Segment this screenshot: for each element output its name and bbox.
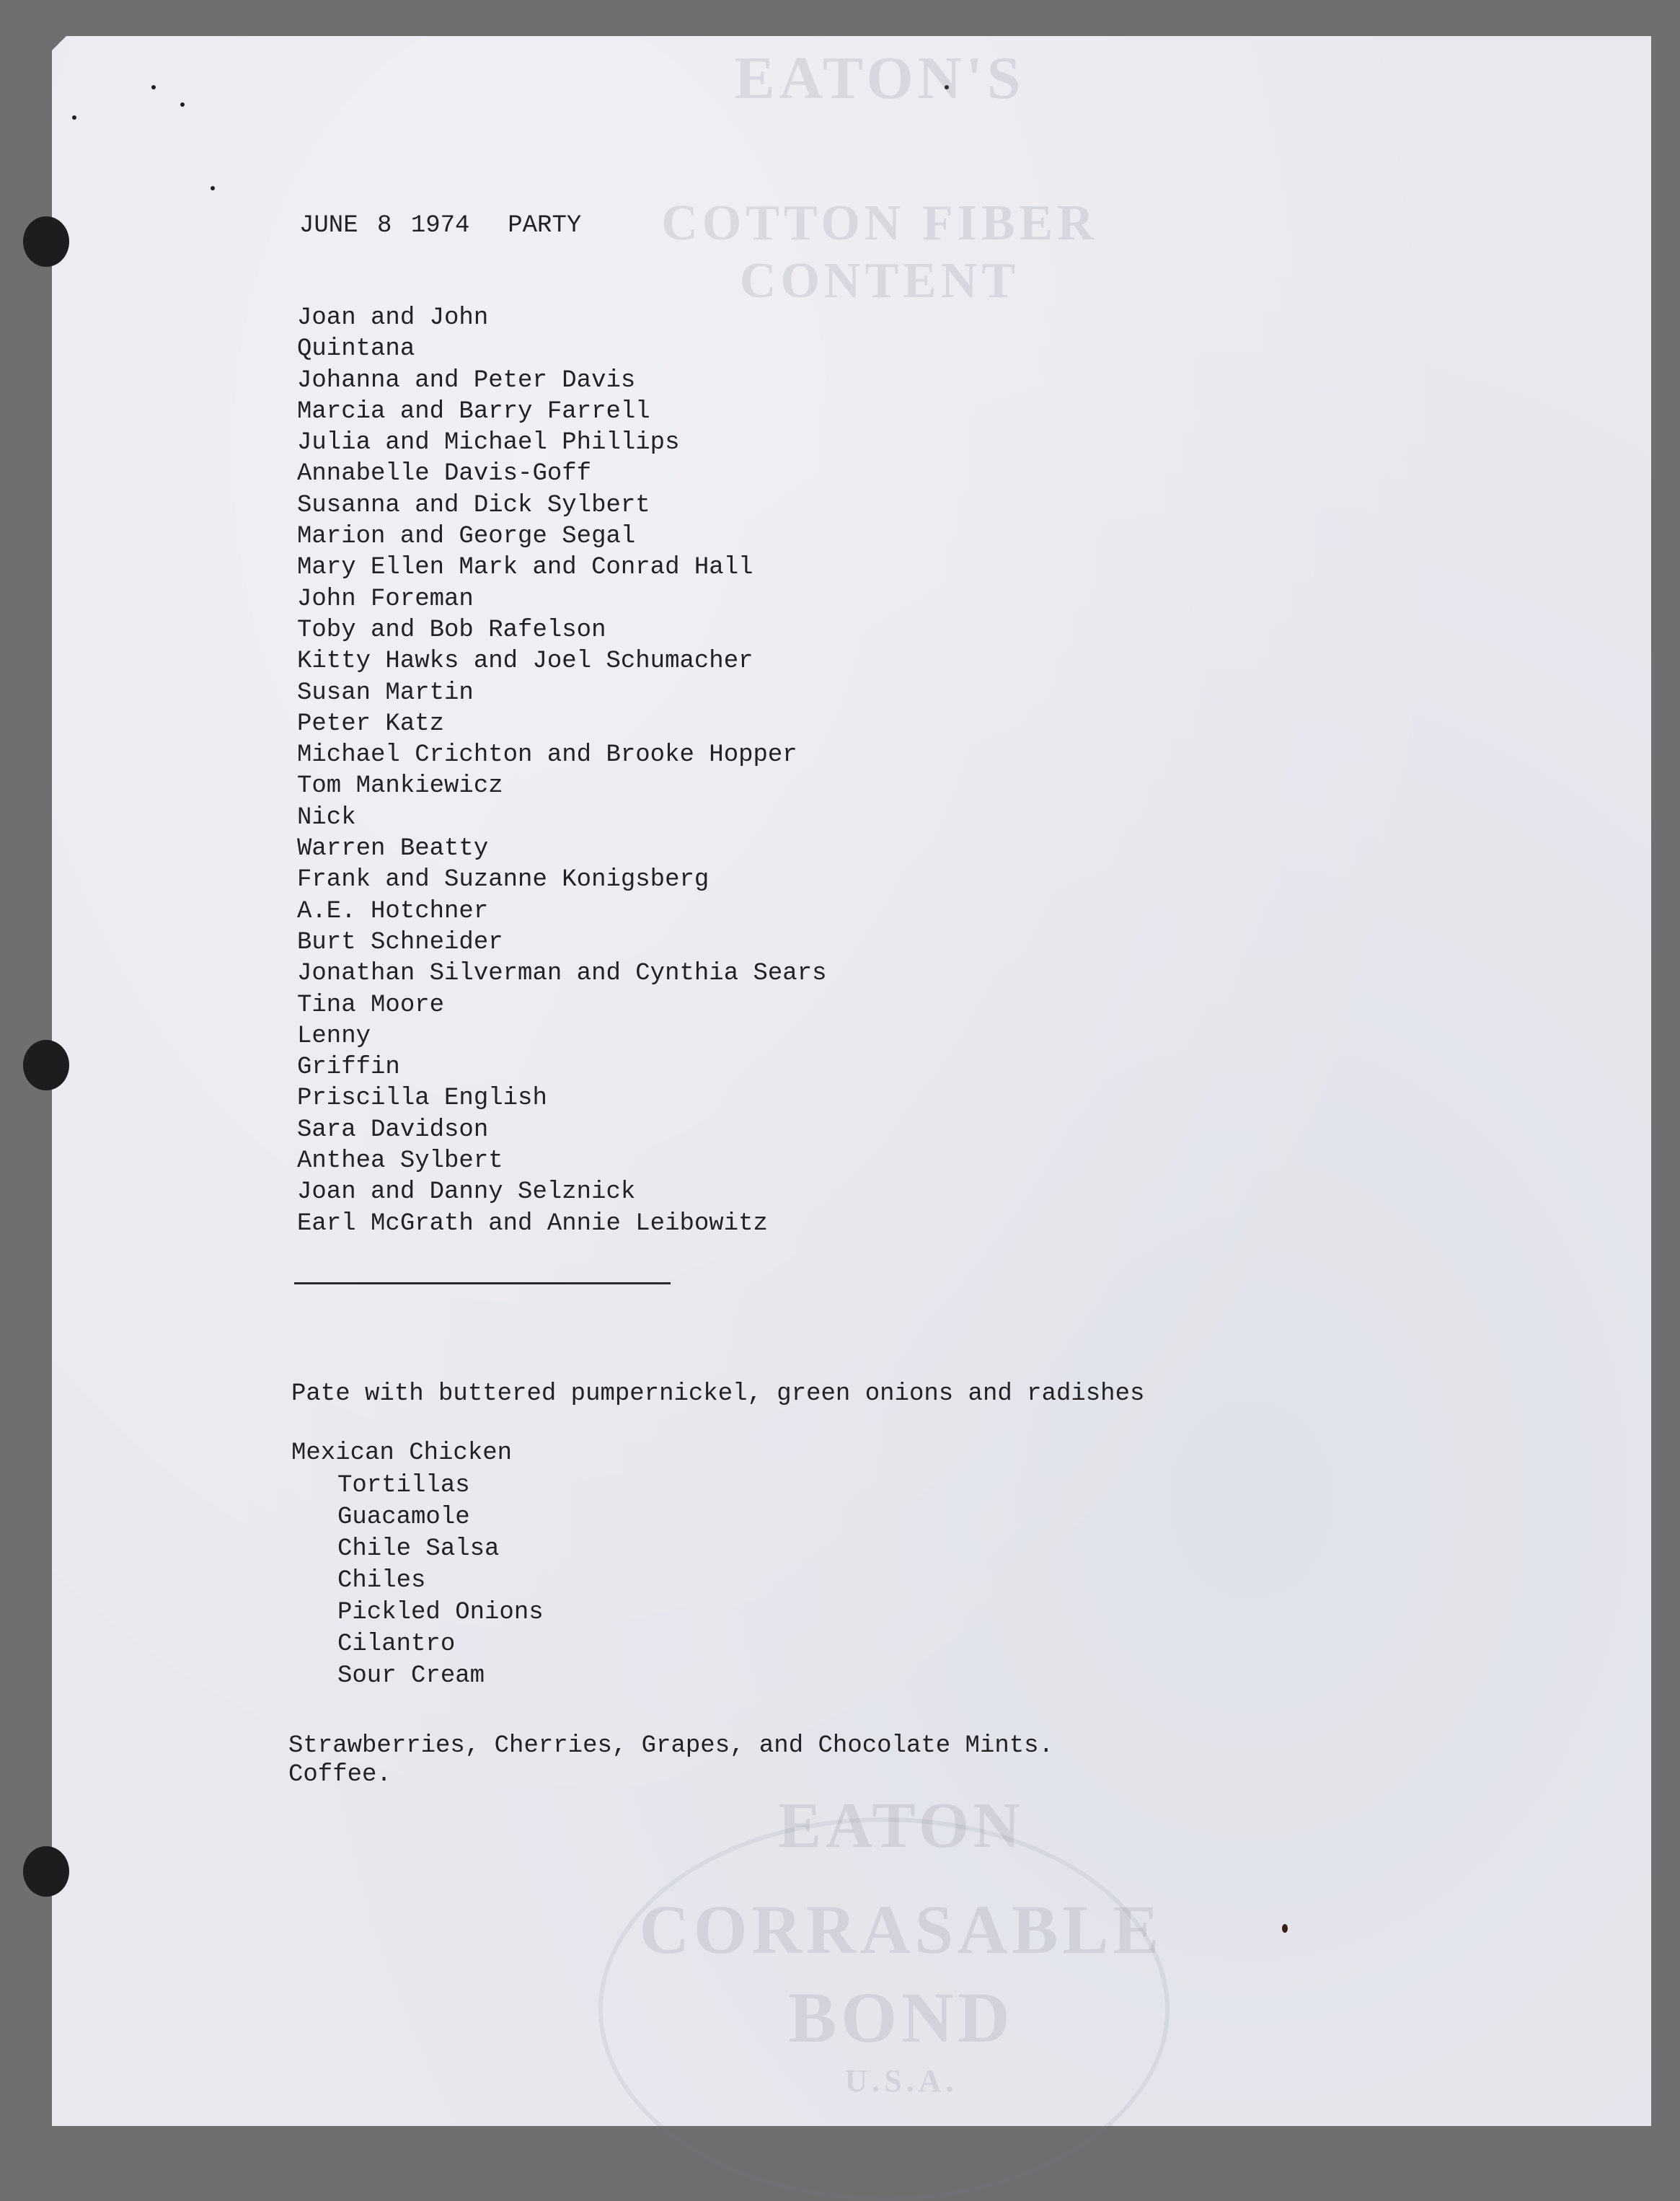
watermark-seal-country: U.S.A. bbox=[844, 2063, 958, 2099]
paper-speck bbox=[180, 102, 185, 107]
paper-speck bbox=[72, 115, 76, 120]
guest-list-item: Marcia and Barry Farrell bbox=[297, 397, 650, 425]
guest-list-item: Warren Beatty bbox=[297, 835, 489, 863]
guest-list-item: Burt Schneider bbox=[297, 928, 503, 956]
menu-side-list bbox=[337, 1470, 544, 1692]
menu-main-course: Mexican Chicken bbox=[291, 1439, 513, 1467]
menu-side-item: Cilantro bbox=[337, 1631, 456, 1658]
guest-list-item: Anthea Sylbert bbox=[297, 1147, 503, 1176]
watermark-top-fiber: COTTON FIBER CONTENT bbox=[661, 195, 1098, 309]
menu-side-item: Pickled Onions bbox=[337, 1599, 544, 1626]
guest-list-item: Frank and Suzanne Konigsberg bbox=[297, 866, 709, 894]
guest-list-item: A.E. Hotchner bbox=[297, 897, 489, 925]
paper-speck bbox=[1282, 1924, 1288, 1933]
guest-list-item: Susan Martin bbox=[297, 679, 474, 707]
menu-side-item: Chile Salsa bbox=[337, 1535, 500, 1563]
section-divider-line bbox=[294, 1282, 671, 1284]
binder-hole-middle bbox=[23, 1040, 69, 1090]
guest-list-item: Susanna and Dick Sylbert bbox=[297, 491, 650, 519]
guest-list-item: Quintana bbox=[297, 335, 415, 363]
menu-dessert: Strawberries, Cherries, Grapes, and Chocolate Mints. bbox=[288, 1732, 1053, 1760]
guest-list-item: Priscilla English bbox=[297, 1085, 547, 1113]
menu-side-item: Guacamole bbox=[337, 1504, 470, 1531]
guest-list-item: Kitty Hawks and Joel Schumacher bbox=[297, 648, 753, 676]
guest-list-item: Griffin bbox=[297, 1054, 400, 1082]
guest-list-item: Joan and John bbox=[297, 304, 489, 332]
guest-list-item: Toby and Bob Rafelson bbox=[297, 616, 606, 644]
guest-list-item: Tom Mankiewicz bbox=[297, 772, 503, 800]
guest-list-item: John Foreman bbox=[297, 585, 474, 613]
watermark-seal-corrasable: CORRASABLE bbox=[639, 1891, 1164, 1968]
guest-list-item: Sara Davidson bbox=[297, 1116, 489, 1144]
menu-drink: Coffee. bbox=[288, 1761, 392, 1788]
guest-list-item: Tina Moore bbox=[297, 991, 445, 1019]
guest-list bbox=[297, 303, 827, 1240]
paper-speck bbox=[151, 85, 156, 89]
document-heading: JUNE 8 1974 PARTY bbox=[299, 212, 582, 239]
guest-list-item: Johanna and Peter Davis bbox=[297, 366, 636, 394]
guest-list-item: Michael Crichton and Brooke Hopper bbox=[297, 741, 797, 769]
guest-list-item: Marion and George Segal bbox=[297, 523, 636, 551]
menu-side-item: Tortillas bbox=[337, 1472, 470, 1499]
guest-list-item: Joan and Danny Selznick bbox=[297, 1178, 636, 1207]
guest-list-item: Mary Ellen Mark and Conrad Hall bbox=[297, 554, 753, 582]
guest-list-item: Peter Katz bbox=[297, 710, 445, 738]
watermark-top-brand: EATON'S bbox=[734, 45, 1025, 112]
watermark-seal-brand: EATON bbox=[778, 1790, 1025, 1861]
menu-appetizer: Pate with buttered pumpernickel, green onions and radishes bbox=[291, 1380, 1145, 1408]
guest-list-item: Julia and Michael Phillips bbox=[297, 429, 680, 457]
paper-speck bbox=[211, 186, 215, 190]
menu-side-item: Chiles bbox=[337, 1567, 426, 1594]
guest-list-item: Jonathan Silverman and Cynthia Sears bbox=[297, 960, 827, 988]
binder-hole-bottom bbox=[23, 1846, 69, 1897]
guest-list-item: Annabelle Davis-Goff bbox=[297, 460, 592, 488]
guest-list-item: Nick bbox=[297, 803, 356, 832]
guest-list-item: Earl McGrath and Annie Leibowitz bbox=[297, 1209, 768, 1238]
guest-list-item: Lenny bbox=[297, 1022, 371, 1050]
menu-side-item: Sour Cream bbox=[337, 1662, 485, 1690]
watermark-seal-bond: BOND bbox=[788, 1977, 1014, 2057]
binder-hole-top bbox=[23, 216, 69, 267]
